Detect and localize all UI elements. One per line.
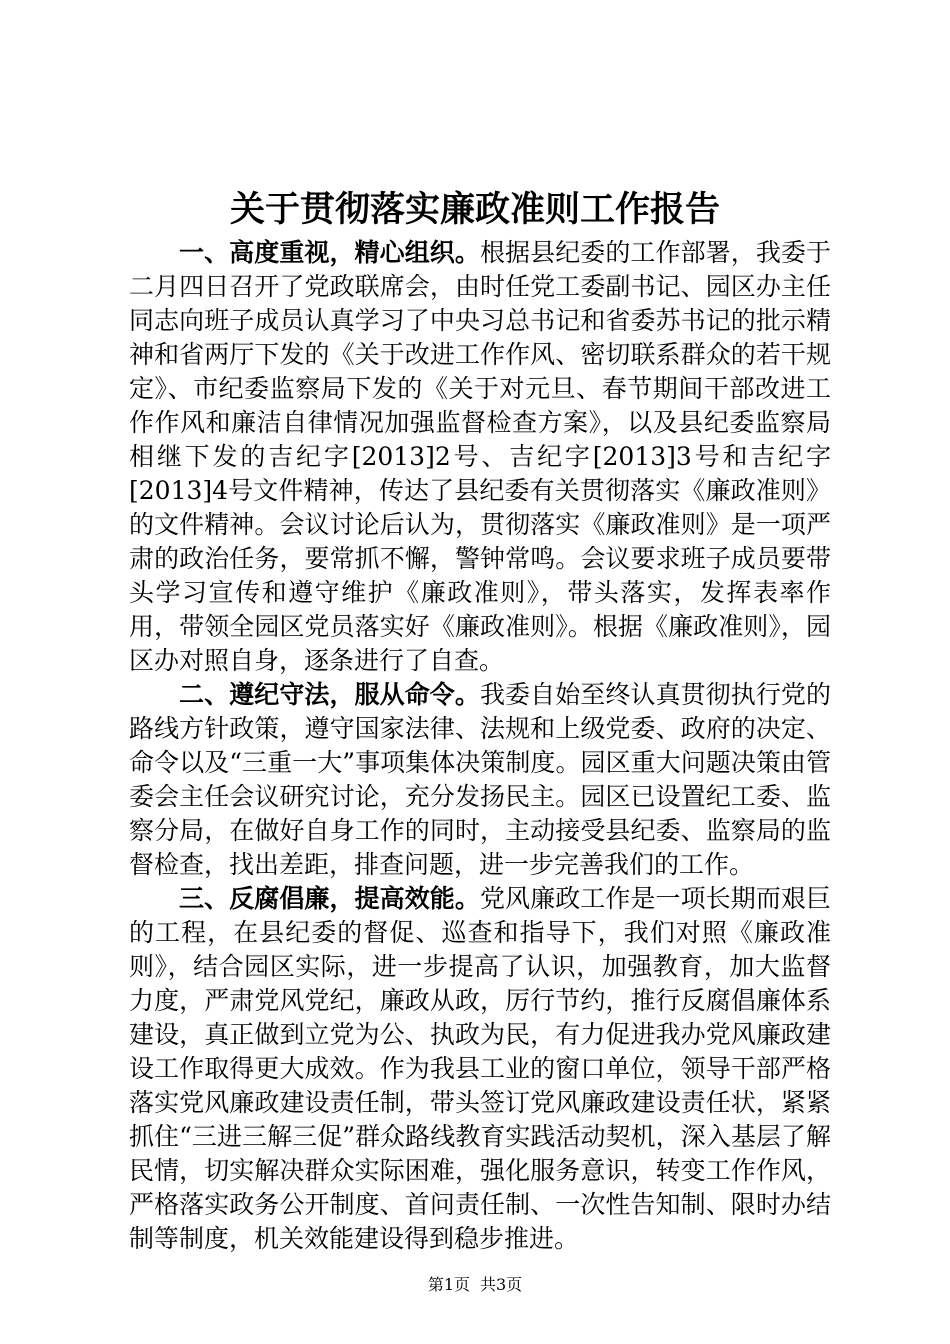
paragraph-1-heading: 一、高度重视，精心组织。 (179, 238, 480, 267)
paragraph-3 (129, 882, 831, 1256)
paragraph-2 (129, 678, 831, 882)
paragraph-3-heading: 三、反腐倡廉，提高效能。 (179, 884, 480, 913)
document-title: 关于贯彻落实廉政准则工作报告 (229, 189, 720, 230)
paragraph-1 (129, 236, 831, 678)
page-footer (0, 1274, 950, 1296)
document-body (129, 236, 831, 1256)
paragraph-3-text: 党风廉政工作是一项长期而艰巨的工程，在县纪委的督促、巡查和指导下，我们对照《廉政准则》，结合园区实际，进一步提高了认识，加强教育，加大监督力度，严肃党风党纪，廉政从政，厉行节约，推行反腐倡廉体系建设，真正做到立党为公、执政为民，有力促进我办党风廉政建设工作取得更大成效。作为我县工业的窗口单位，领导干部严格落实党风廉政建设责任制，带头签订党风廉政建设责任状，紧紧抓住“三进三解三促”群众路线教育实践活动契机，深入基层了解民情，切实解决群众实际困难，强化服务意识，转变工作作风，严格落实政务公开制度、首问责任制、一次性告知制、限时办结制等制度，机关效能建设得到稳步推进。 (129, 884, 831, 1253)
paragraph-1-text: 根据县纪委的工作部署，我委于二月四日召开了党政联席会，由时任党工委副书记、园区办主任同志向班子成员认真学习了中央习总书记和省委苏书记的批示精神和省两厅下发的《关于改进工作作风、密切联系群众的若干规定》、市纪委监察局下发的《关于对元旦、春节期间干部改进工作作风和廉洁自律情况加强监督检查方案》，以及县纪委监察局相继下发的吉纪字[2013]2号、吉纪字[2013]3号和吉纪字[2013]4号文件精神，传达了县纪委有关贯彻落实《廉政准则》的文件精神。会议讨论后认为，贯彻落实《廉政准则》是一项严肃的政治任务，要常抓不懈，警钟常鸣。会议要求班子成员要带头学习宣传和遵守维护《廉政准则》，带头落实，发挥表率作用，带领全园区党员落实好《廉政准则》。根据《廉政准则》，园区办对照自身，逐条进行了自查。 (129, 238, 831, 675)
page-number: 第1页 (427, 1275, 470, 1294)
paragraph-2-heading: 二、遵纪守法，服从命令。 (179, 680, 480, 709)
paragraph-2-text: 我委自始至终认真贯彻执行党的路线方针政策，遵守国家法律、法规和上级党委、政府的决定、命令以及“三重一大”事项集体决策制度。园区重大问题决策由管委会主任会议研究讨论，充分发扬民主。园区已设置纪工委、监察分局，在做好自身工作的同时，主动接受县纪委、监察局的监督检查，找出差距，排查问题，进一步完善我们的工作。 (129, 680, 831, 879)
page-total: 共3页 (480, 1275, 523, 1294)
